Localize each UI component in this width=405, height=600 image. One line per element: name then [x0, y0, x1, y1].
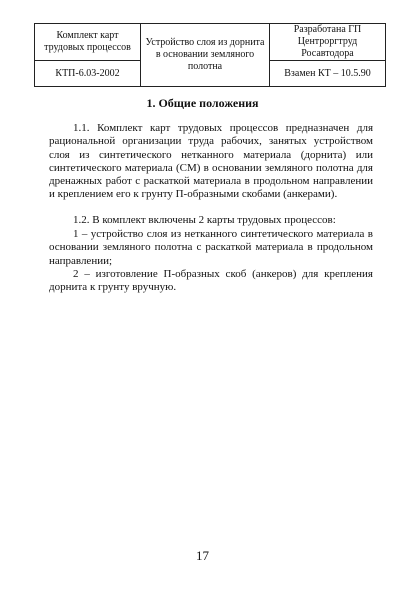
paragraph-item-1: 1 – устройство слоя из нетканного синтетического материала в основании земляного полотна с раскаткой материала в продольном направлении; — [49, 228, 373, 267]
paragraph-item-2: 2 – изготовление П-образных скоб (анкеров) для крепления дорнита к грунту вручную. — [49, 268, 373, 294]
code-cell: КТП-6.03-2002 — [35, 61, 141, 87]
developer-cell: Разработана ГП Центроргтруд Росавтодора — [270, 24, 386, 61]
replaces-cell: Взамен КТ – 10.5.90 — [270, 61, 386, 87]
document-header-table — [34, 23, 386, 87]
set-title-cell: Комплект карт трудовых процессов — [35, 24, 141, 61]
paragraph-1-2: 1.2. В комплект включены 2 карты трудовых процессов: — [73, 214, 336, 226]
section-title: 1. Общие положения — [146, 96, 259, 110]
subject-cell: Устройство слоя из дорнита в основании земляного полотна — [141, 24, 270, 87]
page-number: 17 — [196, 548, 209, 563]
paragraph-1-1: 1.1. Комплект карт трудовых процессов предназначен для рациональной организации труда рабочих, занятых устройством слоя из синтетического нетканного материала (дорнита) или синтетического материала (СМ) в основании земляного полотна для дренажных работ с раскаткой материала в продольном направлении и креплением его к грунту П-образными скобами (анкерами). — [49, 122, 373, 201]
